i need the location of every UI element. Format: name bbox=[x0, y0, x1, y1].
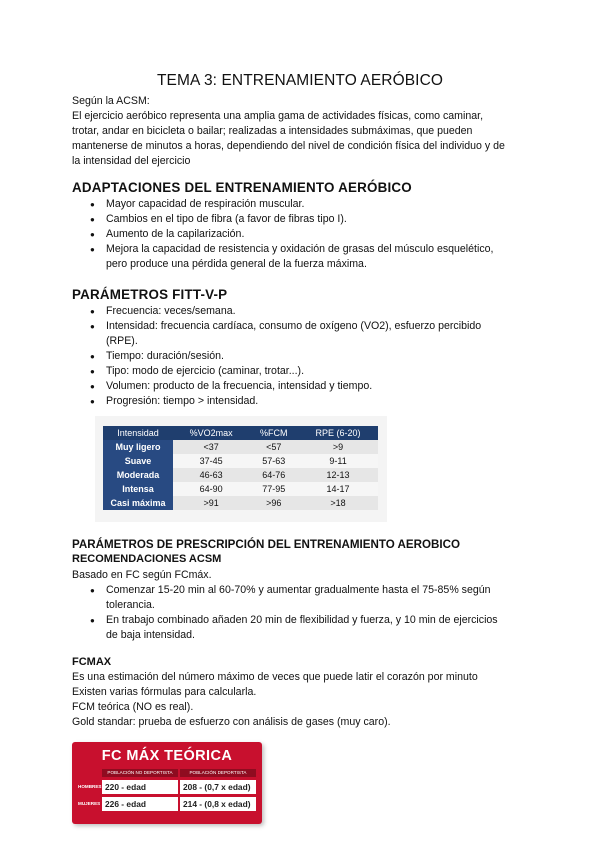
prescripcion-heading: PARÁMETROS DE PRESCRIPCIÓN DEL ENTRENAMIENTO AEROBICO bbox=[72, 538, 460, 551]
table-row bbox=[103, 440, 378, 454]
table-row bbox=[103, 468, 378, 482]
fc-card-cell: 208 - (0,7 x edad) bbox=[180, 780, 256, 794]
list-item-continuation: (RPE). bbox=[106, 335, 138, 347]
list-item: ● Aumento de la capilarización. bbox=[72, 227, 542, 242]
list-item: ● Frecuencia: veces/semana. bbox=[72, 304, 542, 319]
intro-line: mantenerse de minutos a horas, dependiendo del nivel de condición física del individuo y de bbox=[72, 140, 505, 152]
table-row bbox=[103, 454, 378, 468]
table-row bbox=[103, 496, 378, 510]
list-item: ● Cambios en el tipo de fibra (a favor de fibras tipo I). bbox=[72, 212, 542, 227]
table-cell: 64-76 bbox=[249, 468, 298, 482]
table-header-cell: %FCM bbox=[249, 426, 298, 440]
table-cell-label: Intensa bbox=[103, 482, 173, 496]
fc-card-cell: 220 - edad bbox=[102, 780, 178, 794]
fc-card-col-header: POBLACIÓN NO DEPORTISTA bbox=[102, 769, 178, 777]
table-cell: 14-17 bbox=[298, 482, 378, 496]
table-header-cell: %VO2max bbox=[173, 426, 249, 440]
table-cell: 77-95 bbox=[249, 482, 298, 496]
adaptaciones-heading: ADAPTACIONES DEL ENTRENAMIENTO AERÓBICO bbox=[72, 180, 412, 195]
list-item: ● Volumen: producto de la frecuencia, intensidad y tiempo. bbox=[72, 379, 542, 394]
fc-card-cell: 226 - edad bbox=[102, 797, 178, 811]
fcmax-line: Existen varias fórmulas para calcularla. bbox=[72, 686, 257, 698]
intro-line: la intensidad del ejercicio bbox=[72, 155, 191, 167]
table-header-row bbox=[103, 426, 378, 440]
intro-line: El ejercicio aeróbico representa una amplia gama de actividades físicas, como caminar, bbox=[72, 110, 484, 122]
table-cell: 46-63 bbox=[173, 468, 249, 482]
fcmax-text bbox=[72, 670, 542, 730]
list-item: ● Mayor capacidad de respiración muscular. bbox=[72, 197, 542, 212]
page-title: TEMA 3: ENTRENAMIENTO AERÓBICO bbox=[156, 72, 444, 89]
adaptaciones-list bbox=[72, 197, 542, 272]
intro-line: trotar, andar en bicicleta o bailar; realizadas a intensidades submáximas, que pueden bbox=[72, 125, 473, 137]
list-item-continuation: tolerancia. bbox=[106, 599, 155, 611]
table-cell: 9-11 bbox=[298, 454, 378, 468]
fitt-heading: PARÁMETROS FITT-V-P bbox=[72, 287, 228, 302]
table-cell: >9 bbox=[298, 440, 378, 454]
list-item: ● Mejora la capacidad de resistencia y oxidación de grasas del músculo esquelético, bbox=[72, 242, 542, 257]
table-cell: <57 bbox=[249, 440, 298, 454]
list-item-continuation: pero produce una pérdida general de la fuerza máxima. bbox=[106, 258, 367, 270]
table-row bbox=[103, 482, 378, 496]
fcmax-line: FCM teórica (NO es real). bbox=[72, 701, 194, 713]
table-cell: >18 bbox=[298, 496, 378, 510]
fc-card-title: FC MÁX TEÓRICA bbox=[101, 748, 233, 764]
table-cell-label: Suave bbox=[103, 454, 173, 468]
fc-max-card bbox=[72, 742, 262, 824]
table-cell: <37 bbox=[173, 440, 249, 454]
list-item: ● Progresión: tiempo > intensidad. bbox=[72, 394, 542, 409]
intro-source: Según la ACSM: bbox=[72, 95, 150, 107]
list-item-continuation: de baja intensidad. bbox=[106, 629, 195, 641]
list-item: ● Tiempo: duración/sesión. bbox=[72, 349, 542, 364]
list-item: ● En trabajo combinado añaden 20 min de flexibilidad y fuerza, y 10 min de ejercicios bbox=[72, 613, 542, 628]
table-cell: 37-45 bbox=[173, 454, 249, 468]
fitt-list bbox=[72, 304, 542, 409]
fc-card-row-label: MUJERES bbox=[78, 801, 101, 806]
table-cell: >96 bbox=[249, 496, 298, 510]
prescripcion-list bbox=[72, 583, 542, 643]
table-cell: 12-13 bbox=[298, 468, 378, 482]
fc-card-row-label: HOMBRES bbox=[78, 784, 102, 789]
list-item: ● Intensidad: frecuencia cardíaca, consumo de oxígeno (VO2), esfuerzo percibido bbox=[72, 319, 542, 334]
table-cell-label: Casi máxima bbox=[103, 496, 173, 510]
fcmax-line: Es una estimación del número máximo de veces que puede latir el corazón por minuto bbox=[72, 671, 478, 683]
table-cell: >91 bbox=[173, 496, 249, 510]
prescripcion-subheading: RECOMENDACIONES ACSM bbox=[72, 553, 222, 565]
table-header-cell: RPE (6-20) bbox=[298, 426, 378, 440]
table-cell: 57-63 bbox=[249, 454, 298, 468]
table-cell-label: Moderada bbox=[103, 468, 173, 482]
intensity-table-image bbox=[95, 416, 387, 522]
intensity-table bbox=[103, 426, 378, 510]
intro-section bbox=[72, 94, 542, 169]
fcmax-heading: FCMAX bbox=[72, 656, 112, 668]
fcmax-line: Gold standar: prueba de esfuerzo con análisis de gases (muy caro). bbox=[72, 716, 391, 728]
table-cell-label: Muy ligero bbox=[103, 440, 173, 454]
fc-card-col-header: POBLACIÓN DEPORTISTA bbox=[180, 769, 256, 777]
table-cell: 64-90 bbox=[173, 482, 249, 496]
list-item: ● Tipo: modo de ejercicio (caminar, trotar...). bbox=[72, 364, 542, 379]
prescripcion-basis: Basado en FC según FCmáx. bbox=[72, 569, 212, 581]
list-item: ● Comenzar 15-20 min al 60-70% y aumentar gradualmente hasta el 75-85% según bbox=[72, 583, 542, 598]
fc-card-cell: 214 - (0,8 x edad) bbox=[180, 797, 256, 811]
table-header-cell: Intensidad bbox=[103, 426, 173, 440]
